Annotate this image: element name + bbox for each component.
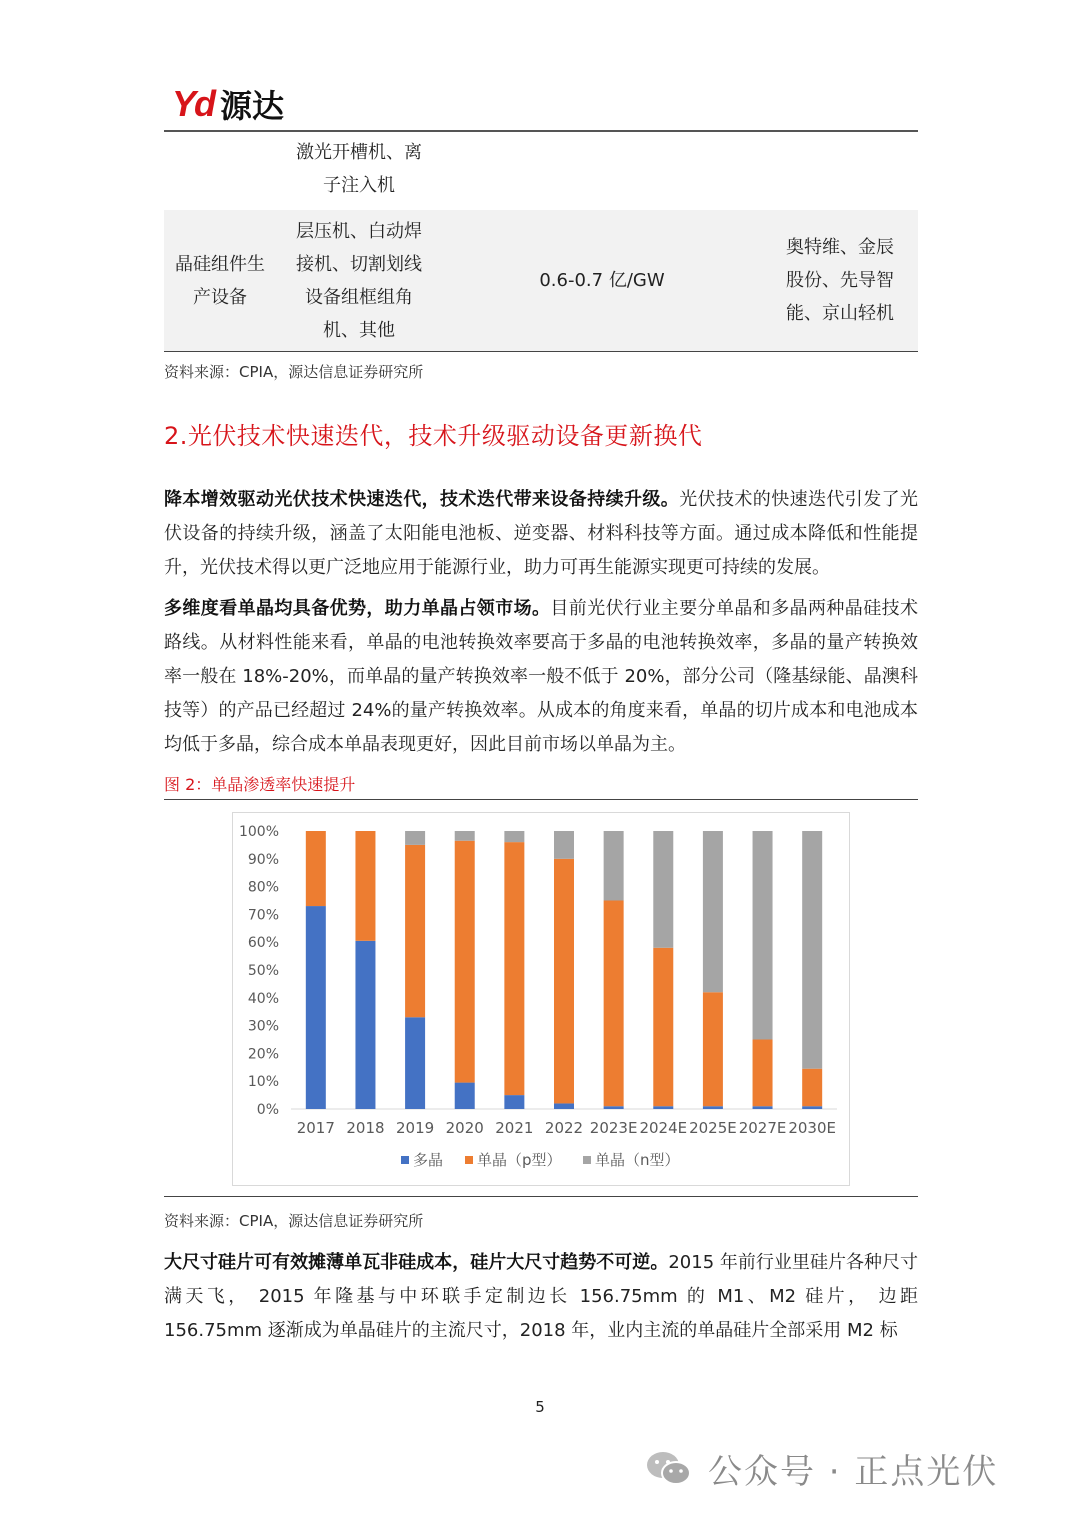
bar-segment — [604, 1106, 624, 1109]
paragraph-1 — [164, 483, 918, 585]
paragraph-lead: 大尺寸硅片可有效摊薄单瓦非硅成本，硅片大尺寸趋势不可逆。 — [164, 1252, 669, 1273]
section-heading: 2.光伏技术快速迭代，技术升级驱动设备更新换代 — [164, 422, 703, 450]
table-text: 产设备 — [193, 286, 247, 308]
x-tick-label: 2030E — [788, 1119, 837, 1137]
table-text: 0.6-0.7 亿/GW — [539, 270, 665, 291]
watermark-text: 公众号 · 正点光伏 — [708, 1452, 999, 1492]
bar-segment — [653, 1106, 673, 1109]
y-tick-label: 50% — [247, 963, 279, 979]
table-cell-equipment — [276, 210, 442, 351]
y-tick-label: 90% — [247, 851, 279, 868]
y-tick-label: 30% — [247, 1018, 279, 1035]
table-cell-category — [164, 210, 276, 351]
paragraph-body: 光伏技术的快速迭代引发了光伏设备的持续升级，涵盖了太阳能电池板、逆变器、材料科技等方面。通过成本降低和性能提升，光伏技术得以更广泛地应用于能源行业，助力可再生能源实现更可持续的发展。 — [164, 489, 919, 578]
bar-segment — [405, 831, 425, 845]
logo-mark: Yd — [172, 83, 215, 124]
bar-segment — [604, 901, 624, 1107]
wechat-icon — [644, 1449, 694, 1489]
table-text: 设备组框组角 — [305, 286, 413, 308]
x-tick-label: 2022 — [544, 1119, 584, 1137]
stacked-bar-chart — [233, 813, 849, 1185]
bar-segment — [703, 831, 723, 992]
legend-swatch — [583, 1156, 591, 1164]
y-tick-label: 70% — [247, 907, 279, 924]
bar-segment — [703, 992, 723, 1106]
bar-segment — [504, 842, 524, 1095]
bar-segment — [554, 1103, 574, 1109]
bar-segment — [504, 831, 524, 842]
logo-text: 源达 — [220, 87, 285, 125]
bar-segment — [306, 906, 326, 1109]
bar-segment — [355, 831, 375, 941]
bar-segment — [653, 831, 673, 948]
table-text: 子注入机 — [323, 175, 395, 196]
table-text: 股份、先导智 — [786, 270, 894, 291]
bar-segment — [703, 1106, 723, 1109]
table-source-note: 资料来源：CPIA，源达信息证券研究所 — [164, 363, 424, 381]
y-tick-label: 100% — [238, 824, 279, 840]
table-text: 能、京山轻机 — [786, 303, 894, 324]
paragraph-lead: 降本增效驱动光伏技术快速迭代，技术迭代带来设备持续升级。 — [164, 489, 680, 510]
brand-logo — [172, 84, 284, 124]
table-bottom-rule — [164, 351, 918, 352]
bar-segment — [604, 831, 624, 901]
bar-segment — [753, 1106, 773, 1109]
table-cell-companies — [762, 210, 918, 351]
table-cell-prev-equipment — [276, 136, 442, 202]
table-cell-investment — [442, 210, 762, 351]
paragraph-body: 目前光伏行业主要分单晶和多晶两种晶硅技术路线。从材料性能来看，单晶的电池转换效率要高于多晶的电池转换效率，多晶的量产转换效率一般在 18%-20%，而单晶的量产转换效率一般不低于 20%，部分公司（隆基绿能、晶澳科技等）的产品已经超过 24%的量产转换效率。从成本的角度来看，单晶的切片成本和电池成本均低于多晶，综合成本单晶表现更好，因此目前市场以单晶为主。 — [164, 598, 919, 755]
legend-swatch — [465, 1156, 473, 1164]
bar-segment — [455, 1083, 475, 1109]
x-tick-label: 2024E — [639, 1119, 688, 1137]
paragraph-2 — [164, 592, 918, 762]
table-text: 层压机、白动焊 — [296, 220, 422, 242]
header-divider — [164, 130, 918, 132]
bar-segment — [753, 831, 773, 1040]
bar-segment — [753, 1040, 773, 1107]
bar-segment — [653, 948, 673, 1106]
legend-label: 多晶 — [413, 1151, 444, 1169]
bar-segment — [802, 831, 822, 1069]
x-tick-label: 2017 — [296, 1119, 335, 1137]
table-text: 奥特维、金辰 — [786, 237, 894, 258]
paragraph-lead: 多维度看单晶均具备优势，助力单晶占领市场。 — [164, 598, 551, 619]
bar-segment — [802, 1106, 822, 1109]
bar-segment — [455, 841, 475, 1083]
figure-source-note: 资料来源：CPIA，源达信息证券研究所 — [164, 1212, 424, 1230]
figure-bottom-rule — [164, 1196, 918, 1197]
y-tick-label: 20% — [247, 1046, 279, 1063]
bar-segment — [504, 1095, 524, 1109]
bar-segment — [554, 831, 574, 859]
legend-swatch — [401, 1156, 409, 1164]
table-text: 机、其他 — [323, 319, 395, 341]
x-tick-label: 2027E — [738, 1119, 787, 1137]
x-tick-label: 2023E — [589, 1119, 638, 1137]
chart-frame — [232, 812, 850, 1186]
legend-label: 单晶（p型） — [477, 1151, 562, 1169]
figure-top-rule — [164, 799, 918, 800]
y-tick-label: 10% — [247, 1074, 279, 1091]
table-text: 晶硅组件生 — [175, 253, 265, 275]
y-tick-label: 60% — [247, 935, 279, 952]
x-tick-label: 2018 — [346, 1119, 385, 1137]
bar-segment — [405, 845, 425, 1017]
bar-segment — [802, 1069, 822, 1107]
bar-segment — [405, 1017, 425, 1109]
table-text: 接机、切割划线 — [296, 253, 422, 275]
table-text: 激光开槽机、离 — [296, 142, 422, 163]
y-tick-label: 80% — [247, 879, 279, 896]
paragraph-3 — [164, 1246, 918, 1348]
watermark — [644, 1444, 998, 1493]
x-tick-label: 2021 — [495, 1119, 534, 1137]
legend-label: 单晶（n型） — [595, 1151, 680, 1169]
bar-segment — [306, 831, 326, 906]
paragraph-body: 2015 年前行业里硅片各种尺寸满天飞， 2015 年隆基与中环联手定制边长 156.75mm 的 M1、M2 硅片， 边距 156.75mm 逐渐成为单晶硅片的主流尺寸，2018 年，业内主流的单晶硅片全部采用 M2 标 — [164, 1252, 919, 1341]
x-tick-label: 2019 — [395, 1119, 435, 1137]
x-tick-label: 2020 — [445, 1119, 484, 1137]
y-tick-label: 0% — [256, 1102, 279, 1118]
bar-segment — [355, 941, 375, 1109]
figure-title: 图 2：单晶渗透率快速提升 — [164, 775, 356, 794]
y-tick-label: 40% — [247, 990, 279, 1007]
x-tick-label: 2025E — [689, 1119, 737, 1137]
page-number: 5 — [535, 1398, 545, 1416]
bar-segment — [554, 859, 574, 1104]
bar-segment — [455, 831, 475, 841]
